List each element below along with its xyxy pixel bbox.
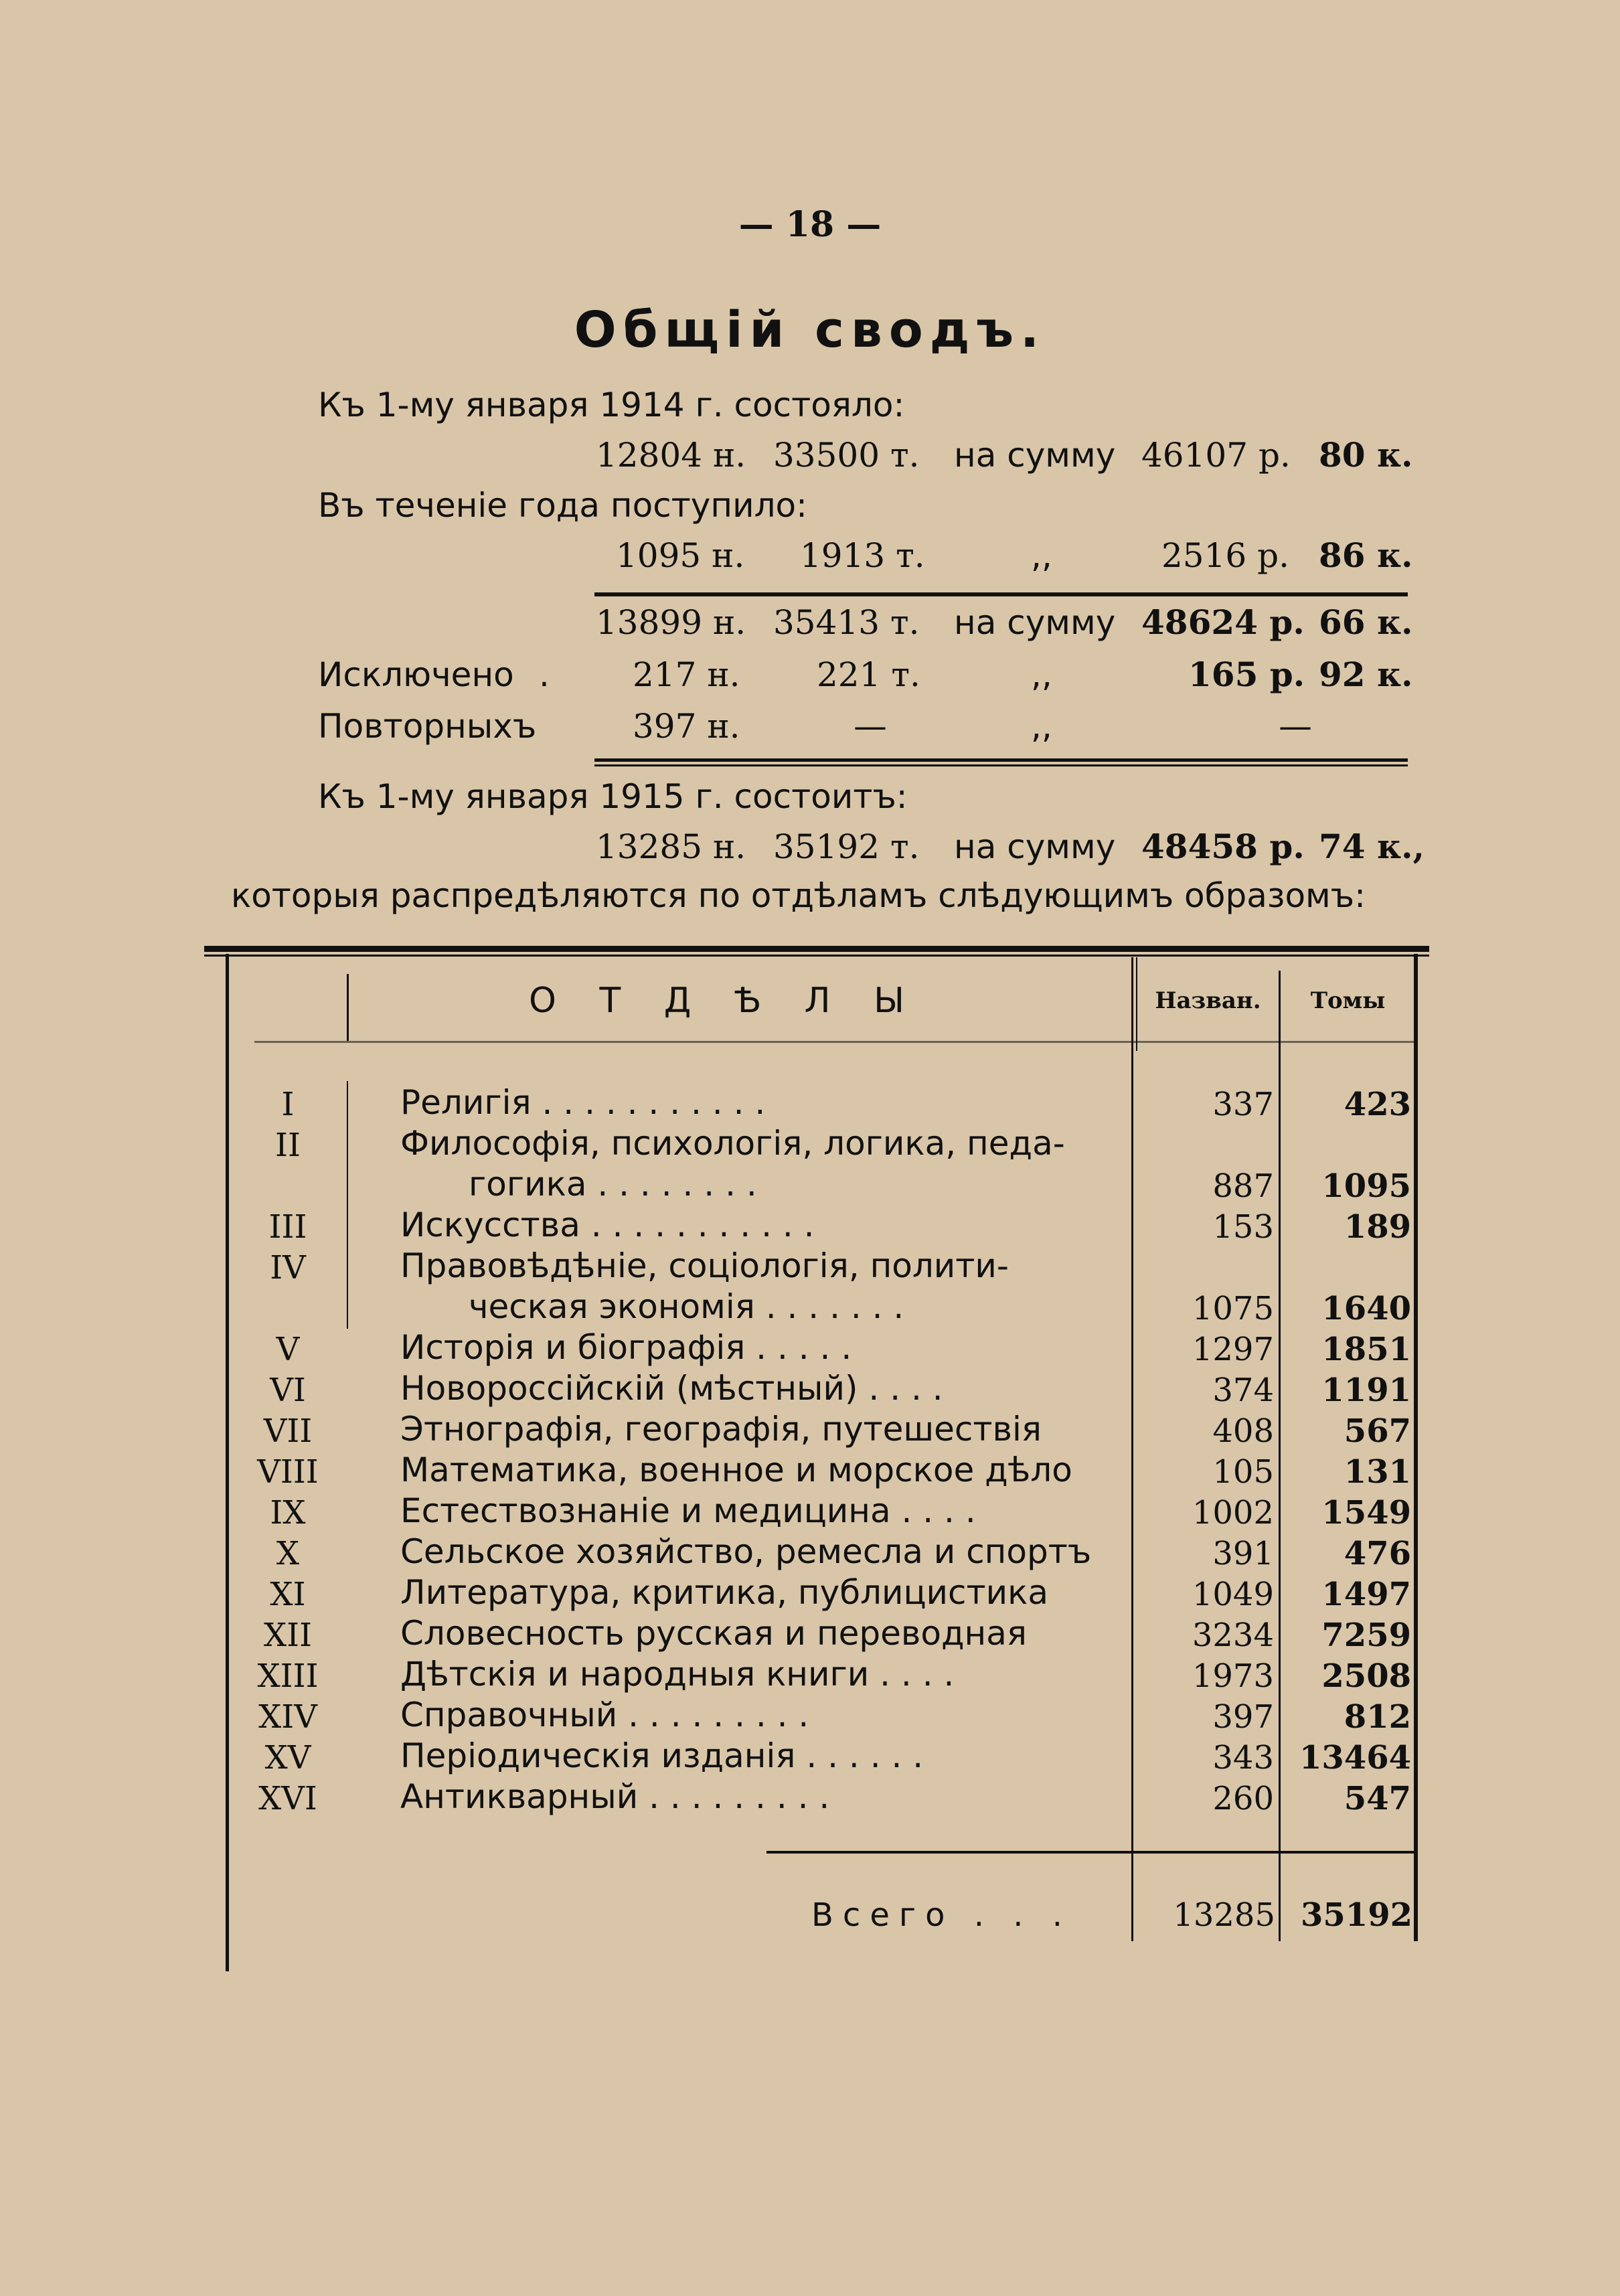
department-name: Религія . . . . . . . . . . . bbox=[400, 1083, 766, 1122]
volumes-count: 131 bbox=[1344, 1453, 1411, 1491]
summary-line-1914: Къ 1-му января 1914 г. состояло: bbox=[318, 386, 905, 424]
department-name: Дѣтскія и народныя книги . . . . bbox=[400, 1655, 955, 1694]
row-number: IV bbox=[270, 1249, 306, 1287]
department-name: Новороссійскій (мѣстный) . . . . bbox=[400, 1369, 943, 1408]
volumes-count: 7259 bbox=[1321, 1617, 1411, 1654]
total-rule bbox=[766, 1851, 1416, 1854]
titles-count: 1075 bbox=[1192, 1290, 1274, 1327]
row-number: II bbox=[275, 1127, 301, 1164]
department-name: Математика, военное и морское дѣло bbox=[400, 1451, 1072, 1489]
titles-count: 1049 bbox=[1192, 1576, 1274, 1613]
header-bottom-rule bbox=[254, 1041, 1416, 1043]
value-1915-t: 35192 т. bbox=[773, 827, 920, 866]
duplicates-label: Повторныхъ bbox=[318, 707, 537, 746]
volumes-count: 189 bbox=[1344, 1208, 1411, 1246]
value-received-t: 1913 т. bbox=[800, 536, 925, 575]
titles-count: 343 bbox=[1212, 1739, 1274, 1777]
duplicates-t: — bbox=[854, 707, 887, 746]
divider-titles-left-2 bbox=[1136, 957, 1137, 1051]
total-volumes: 35192 bbox=[1301, 1896, 1412, 1934]
duplicates-rub: — bbox=[1279, 707, 1312, 746]
summary-line-1915: Къ 1-му января 1915 г. состоитъ: bbox=[318, 777, 908, 816]
value-1915-rub: 48458 р. bbox=[1141, 827, 1305, 866]
excluded-kop: 92 к. bbox=[1319, 655, 1413, 694]
page-title: Общій сводъ. bbox=[574, 301, 1046, 359]
titles-count: 153 bbox=[1212, 1208, 1274, 1246]
department-name: Литература, критика, публицистика bbox=[400, 1573, 1048, 1612]
summary-rule-1 bbox=[594, 592, 1408, 596]
excluded-ditto: ,, bbox=[1031, 655, 1052, 694]
volumes-count: 547 bbox=[1344, 1780, 1411, 1817]
header-divider-num bbox=[347, 974, 349, 1041]
value-1914-t: 33500 т. bbox=[773, 436, 920, 475]
table-top-rule-thin bbox=[204, 955, 1429, 957]
body-divider-num bbox=[347, 1081, 348, 1329]
row-number: XI bbox=[270, 1576, 306, 1613]
titles-count: 391 bbox=[1212, 1535, 1274, 1572]
header-titles: Назван. bbox=[1155, 987, 1261, 1014]
department-name: Сельское хозяйство, ремесла и спортъ bbox=[400, 1532, 1092, 1571]
divider-titles-left bbox=[1131, 957, 1133, 1941]
row-number: III bbox=[268, 1208, 307, 1246]
titles-count: 1002 bbox=[1192, 1494, 1274, 1532]
value-received-n: 1095 н. bbox=[616, 536, 745, 575]
distribution-note: которыя распредѣляются по отдѣламъ слѣдующимъ образомъ: bbox=[231, 876, 1366, 915]
department-name: Справочный . . . . . . . . . bbox=[400, 1696, 809, 1734]
volumes-count: 476 bbox=[1344, 1535, 1411, 1572]
volumes-count: 1095 bbox=[1321, 1167, 1411, 1205]
summary-line-received: Въ теченіе года поступило: bbox=[318, 486, 807, 525]
value-subtotal-n: 13899 н. bbox=[596, 603, 746, 642]
value-received-rub: 2516 р. bbox=[1161, 536, 1290, 575]
divider-volumes bbox=[1279, 971, 1281, 1941]
excluded-dot: . bbox=[539, 655, 550, 694]
volumes-count: 1640 bbox=[1321, 1290, 1411, 1327]
table-left-border bbox=[226, 954, 229, 1971]
excluded-rub: 165 р. bbox=[1188, 655, 1305, 694]
row-number: XVI bbox=[258, 1780, 317, 1817]
titles-count: 260 bbox=[1212, 1780, 1274, 1817]
duplicates-ditto: ,, bbox=[1031, 707, 1052, 746]
row-number: XII bbox=[263, 1617, 313, 1654]
titles-count: 397 bbox=[1212, 1698, 1274, 1736]
volumes-count: 2508 bbox=[1321, 1657, 1411, 1695]
total-titles: 13285 bbox=[1173, 1896, 1275, 1934]
value-1915-label: на сумму bbox=[954, 827, 1116, 866]
value-1915-n: 13285 н. bbox=[596, 827, 746, 866]
duplicates-n: 397 н. bbox=[633, 707, 740, 746]
department-name-continued: гогика . . . . . . . . bbox=[469, 1165, 757, 1204]
department-name: Словесность русская и переводная bbox=[400, 1614, 1027, 1653]
summary-rule-2a bbox=[594, 758, 1408, 762]
excluded-n: 217 н. bbox=[633, 655, 740, 694]
value-1914-n: 12804 н. bbox=[596, 436, 746, 475]
volumes-count: 423 bbox=[1344, 1086, 1411, 1123]
row-number: I bbox=[281, 1086, 295, 1123]
row-number: X bbox=[276, 1535, 300, 1572]
row-number: VI bbox=[270, 1372, 306, 1409]
volumes-count: 812 bbox=[1344, 1698, 1411, 1736]
titles-count: 887 bbox=[1212, 1167, 1274, 1205]
value-subtotal-rub: 48624 р. bbox=[1141, 602, 1305, 642]
ditto-mark: ,, bbox=[1031, 536, 1052, 575]
excluded-t: 221 т. bbox=[817, 655, 920, 694]
volumes-count: 1191 bbox=[1321, 1372, 1411, 1409]
row-number: VII bbox=[263, 1412, 313, 1450]
department-name: Антикварный . . . . . . . . . bbox=[400, 1777, 830, 1816]
volumes-count: 1549 bbox=[1321, 1494, 1411, 1532]
volumes-count: 1851 bbox=[1321, 1331, 1411, 1368]
value-subtotal-label: на сумму bbox=[954, 603, 1116, 642]
department-name: Этнографія, географія, путешествія bbox=[400, 1410, 1042, 1449]
row-number: V bbox=[276, 1331, 300, 1368]
table-top-rule bbox=[204, 946, 1429, 952]
titles-count: 374 bbox=[1212, 1372, 1274, 1409]
header-departments: О Т Д Ѣ Л Ы bbox=[529, 981, 921, 1021]
page-number: — 18 — bbox=[738, 204, 882, 245]
volumes-count: 567 bbox=[1344, 1412, 1411, 1450]
value-1914-rub: 46107 р. bbox=[1141, 436, 1291, 475]
department-name: Періодическія изданія . . . . . . bbox=[400, 1736, 924, 1775]
titles-count: 1973 bbox=[1192, 1657, 1274, 1695]
row-number: XIV bbox=[258, 1698, 317, 1736]
department-name-continued: ческая экономія . . . . . . . bbox=[469, 1287, 904, 1326]
row-number: XV bbox=[264, 1739, 311, 1777]
row-number: VIII bbox=[257, 1453, 319, 1491]
header-volumes: Томы bbox=[1310, 987, 1386, 1014]
titles-count: 1297 bbox=[1192, 1331, 1274, 1368]
row-number: IX bbox=[270, 1494, 306, 1532]
total-label: Всего . . . bbox=[811, 1896, 1072, 1934]
value-subtotal-kop: 66 к. bbox=[1319, 602, 1413, 642]
value-subtotal-t: 35413 т. bbox=[773, 603, 920, 642]
department-name: Искусства . . . . . . . . . . . bbox=[400, 1206, 815, 1244]
summary-rule-2b bbox=[594, 764, 1408, 766]
value-1914-label: на сумму bbox=[954, 436, 1116, 475]
value-1915-kop: 74 к., bbox=[1319, 827, 1425, 866]
department-name: Исторія и біографія . . . . . bbox=[400, 1328, 852, 1367]
volumes-count: 1497 bbox=[1321, 1576, 1411, 1613]
titles-count: 105 bbox=[1212, 1453, 1274, 1491]
department-name: Естествознаніе и медицина . . . . bbox=[400, 1491, 976, 1530]
titles-count: 337 bbox=[1212, 1086, 1274, 1123]
excluded-label: Исключено bbox=[318, 655, 514, 694]
volumes-count: 13464 bbox=[1299, 1739, 1411, 1777]
row-number: XIII bbox=[257, 1657, 319, 1695]
value-received-kop: 86 к. bbox=[1319, 536, 1413, 575]
department-name: Философія, психологія, логика, педа- bbox=[400, 1124, 1065, 1163]
department-name: Правовѣдѣніе, соціологія, полити- bbox=[400, 1246, 1009, 1285]
value-1914-kop: 80 к. bbox=[1319, 435, 1413, 475]
table-right-border bbox=[1414, 954, 1418, 1941]
titles-count: 3234 bbox=[1192, 1617, 1274, 1654]
titles-count: 408 bbox=[1212, 1412, 1274, 1450]
